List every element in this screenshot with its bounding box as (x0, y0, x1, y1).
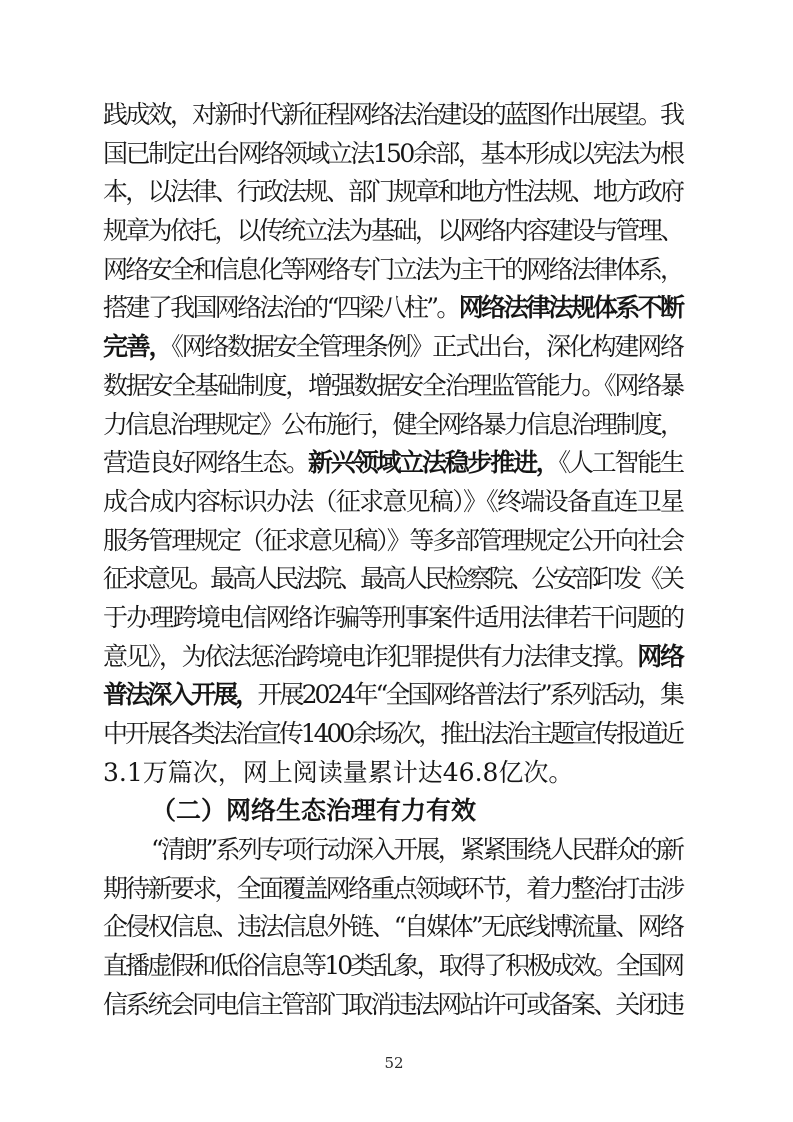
text-run: 网络安全和信息化等网络专门立法为主干的网络法律体系， (103, 254, 683, 284)
text-run: 期待新要求，全面覆盖网络重点领域环节，着力整治打击涉 (103, 873, 683, 903)
text-run: 营造良好网络生态。 (103, 448, 309, 478)
line-text (103, 526, 683, 555)
text-line (103, 522, 685, 561)
line-text (103, 564, 681, 593)
text-run: 信系统会同电信主管部门取消违法网站许可或备案、关闭违 (103, 989, 683, 1019)
text-line (103, 870, 685, 909)
text-line (103, 212, 685, 251)
text-line (103, 406, 685, 445)
line-text (103, 139, 682, 168)
text-line (103, 599, 685, 638)
line-text (103, 487, 683, 516)
text-run: 数据安全基础制度，增强数据安全治理监管能力。《网络暴 (103, 370, 683, 400)
text-run: 《网络数据安全管理条例》正式出台，深化构建网络 (171, 332, 683, 362)
text-line (103, 676, 685, 715)
line-text (103, 448, 683, 477)
text-line (103, 367, 685, 406)
text-run: 力信息治理规定》公布施行，健全网络暴力信息治理制度， (103, 409, 683, 439)
bold-run: 网络 (637, 641, 683, 671)
text-line (103, 715, 685, 754)
text-run: 中开展各类法治宣传1400余场次，推出法治主题宣传报道近 (103, 719, 682, 748)
line-text (103, 758, 573, 787)
text-run: 征求意见。最高人民法院、最高人民检察院、公安部印发《关 (103, 564, 682, 594)
line-text (103, 680, 682, 709)
text-line (103, 135, 685, 174)
text-run: 企侵权信息、违法信息外链、“自媒体”无底线博流量、网络 (103, 912, 683, 942)
line-text (103, 951, 682, 980)
line-text (103, 990, 682, 1019)
text-run: 直播虚假和低俗信息等10类乱象，取得了积极成效。全国网 (103, 951, 683, 981)
line-text (103, 293, 682, 322)
text-run: 意见》，为依法惩治跨境电诈犯罪提供有力法律支撑。 (103, 641, 638, 671)
text-line (103, 908, 685, 947)
line-text (151, 796, 476, 825)
line-text (103, 912, 682, 941)
line-text (103, 100, 682, 129)
line-text (103, 719, 682, 748)
text-line (103, 444, 685, 483)
text-run: 开展2024年“全国网络普法行”系列活动，集 (257, 680, 683, 710)
text-run: 规章为依托，以传统立法为基础，以网络内容建设与管理、 (103, 216, 683, 246)
text-run: 于办理跨境电信网络诈骗等刑事案件适用法律若干问题的 (103, 602, 684, 632)
bold-run: 完善， (103, 332, 172, 362)
line-text (103, 874, 682, 903)
bold-run: 新兴领域立法稳步推进， (308, 448, 559, 478)
text-line (103, 947, 685, 986)
text-run: 服务管理规定（征求意见稿）》等多部管理规定公开向社会 (103, 525, 683, 555)
text-line (103, 560, 685, 599)
text-line (103, 483, 685, 522)
bold-run: 普法深入开展， (103, 680, 258, 710)
line-text (103, 332, 683, 361)
section-heading (103, 792, 685, 831)
text-line (103, 173, 685, 212)
line-text (103, 603, 683, 632)
text-line (103, 328, 685, 367)
line-text (151, 835, 682, 864)
page-number: 52 (384, 1054, 404, 1072)
text-run: 搭建了我国网络法治的“四梁八柱”。 (103, 293, 459, 323)
text-run: 3.1万篇次，网上阅读量累计达46.8亿次。 (103, 757, 574, 787)
text-line (103, 96, 685, 135)
text-run: 成合成内容标识办法（征求意见稿）》《终端设备直连卫星 (103, 486, 684, 516)
text-line (103, 831, 685, 870)
text-run: 践成效，对新时代新征程网络法治建设的蓝图作出展望。我 (103, 100, 683, 129)
text-line (103, 289, 685, 328)
line-text (103, 371, 683, 400)
text-line (103, 638, 685, 677)
line-text (103, 177, 682, 206)
text-run: 国已制定出台网络领域立法150余部，基本形成以宪法为根 (103, 138, 683, 168)
line-text (103, 216, 682, 245)
line-text (103, 255, 682, 284)
line-text (103, 410, 682, 439)
text-line (103, 754, 685, 793)
text-block (103, 96, 685, 1025)
text-line (103, 251, 685, 290)
text-run: 本，以法律、行政法规、部门规章和地方性法规、地方政府 (103, 177, 683, 207)
text-run: “清朗”系列专项行动深入开展，紧紧围绕人民群众的新 (151, 835, 683, 865)
bold-run: （二）网络生态治理有力有效 (151, 796, 477, 826)
text-line (103, 986, 685, 1025)
bold-run: 网络法律法规体系不断 (458, 293, 683, 323)
text-run: 《人工智能生 (558, 448, 683, 478)
line-text (103, 642, 683, 671)
